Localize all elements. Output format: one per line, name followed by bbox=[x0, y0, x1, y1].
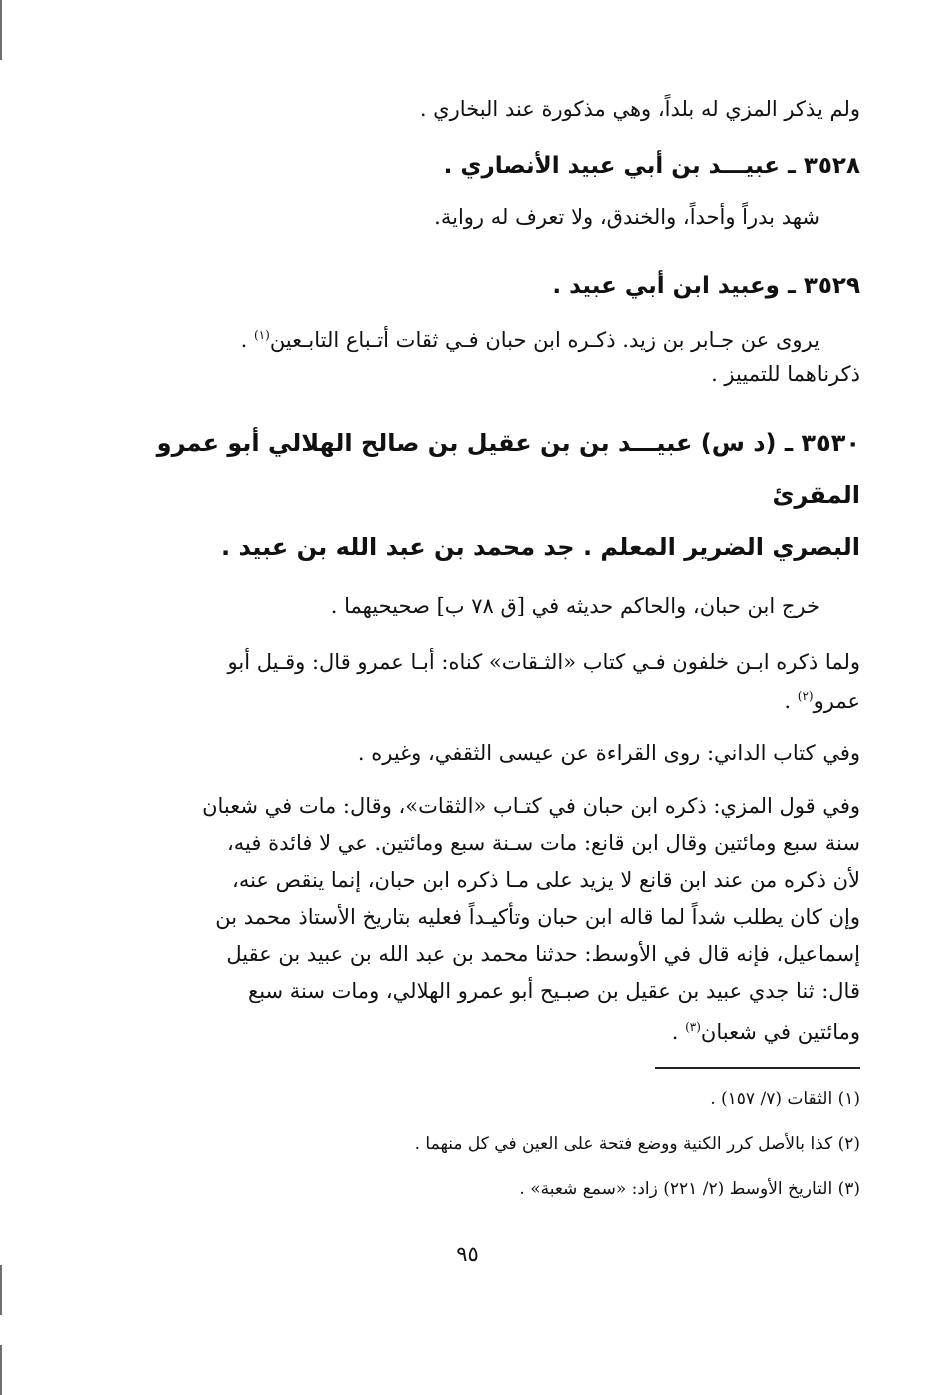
scan-edge-mark bbox=[0, 1345, 2, 1395]
para-mizzi-line: قال: ثنا جدي عبيد بن عقيل بن صبـيح أبو عمرو الهلالي، ومات سنة سبع bbox=[248, 979, 860, 1003]
page-number: ٩٥ bbox=[456, 1242, 479, 1266]
entry-3529-text bbox=[150, 318, 860, 357]
footnote-divider bbox=[655, 1067, 860, 1069]
para-mizzi-end: . bbox=[671, 1020, 686, 1044]
entry-3530-text: خرج ابن حبان، والحاكم حديثه في [ق ٧٨ ب] صحيحيهما . bbox=[330, 594, 820, 618]
para-mizzi-last-text: ومائتين في شعبان bbox=[700, 1020, 860, 1044]
page-body bbox=[150, 92, 860, 1049]
para-khalfoon-text: عمرو bbox=[813, 689, 860, 713]
para-khalfoon-line-1: ولما ذكره ابـن خلفون فـي كتاب «الثـقات» كناه: أبـا عمرو قال: وقـيل أبو bbox=[227, 650, 860, 674]
entry-3529-text-main: يروى عن جـابر بن زيد. ذكـره ابن حبان فـي ثقات أتـباع التابـعين bbox=[269, 328, 820, 352]
footnote-ref-3: (٣) bbox=[685, 1020, 701, 1034]
footnote-2: (٢) كذا بالأصل كرر الكنية ووضع فتحة على العين في كل منهما . bbox=[414, 1134, 860, 1154]
footnote-ref-1: (١) bbox=[253, 328, 270, 342]
para-khalfoon-line-2 bbox=[150, 679, 860, 718]
entry-3528-text: شهد بدراً وأحداً، والخندق، ولا تعرف له رواية. bbox=[434, 205, 820, 229]
scan-edge-mark bbox=[0, 1265, 2, 1315]
entry-3530-heading-line-2: البصري الضرير المعلم . جد محمد بن عبد الله بن عبيد . bbox=[221, 533, 860, 561]
para-mizzi bbox=[150, 788, 860, 1049]
footnote-3: (٣) التاريخ الأوسط (٢/ ٢٢١) زاد: «سمع شعبة» . bbox=[519, 1179, 860, 1199]
footnote-1: (١) الثقات (٧/ ١٥٧) . bbox=[710, 1089, 860, 1109]
para-mizzi-line: وفي قول المزي: ذكره ابن حبان في كتـاب «الثقات»، وقال: مات في شعبان bbox=[202, 794, 860, 818]
para-mizzi-line: لأن ذكره من عند ابن قانع لا يزيد على مـا ذكره ابن حبان، إنما ينقص عنه، bbox=[232, 868, 860, 892]
footnote-ref-2: (٢) bbox=[797, 689, 814, 703]
entry-3528-heading: ٣٥٢٨ ـ عبيـــد بن أبي عبيد الأنصاري . bbox=[443, 153, 860, 179]
para-dani: وفي كتاب الداني: روى القراءة عن عيسى الثقفي، وغيره . bbox=[357, 741, 860, 765]
entry-3530-heading-line-1: ٣٥٣٠ ـ (د س) عبيـــد بن بن عقيل بن صالح الهلالي أبو عمرو المقرئ bbox=[156, 429, 860, 509]
intro-line: ولم يذكر المزي له بلداً، وهي مذكورة عند البخاري . bbox=[419, 97, 860, 121]
para-khalfoon-end: . bbox=[784, 689, 798, 713]
footnotes bbox=[150, 1077, 860, 1212]
para-mizzi-line: سنة سبع ومائتين وقال ابن قانع: مات سـنة سبع ومائتين. عي لا فائدة فيه، bbox=[227, 831, 860, 855]
para-mizzi-line: وإن كان يطلب شداً لما قاله ابن حبان وتأكيـداً فعليه بتاريخ الأستاذ محمد بن bbox=[215, 905, 860, 929]
scan-edge-mark bbox=[0, 0, 2, 60]
entry-3529-note: ذكرناهما للتمييز . bbox=[711, 362, 860, 386]
para-mizzi-line: إسماعيل، فإنه قال في الأوسط: حدثنا محمد بن عبد الله بن عبيد بن عقيل bbox=[226, 942, 860, 966]
para-mizzi-last-line bbox=[150, 1010, 860, 1049]
entry-3529-heading: ٣٥٢٩ ـ وعبيد ابن أبي عبيد . bbox=[552, 273, 860, 299]
entry-3529-text-end: . bbox=[240, 328, 254, 352]
